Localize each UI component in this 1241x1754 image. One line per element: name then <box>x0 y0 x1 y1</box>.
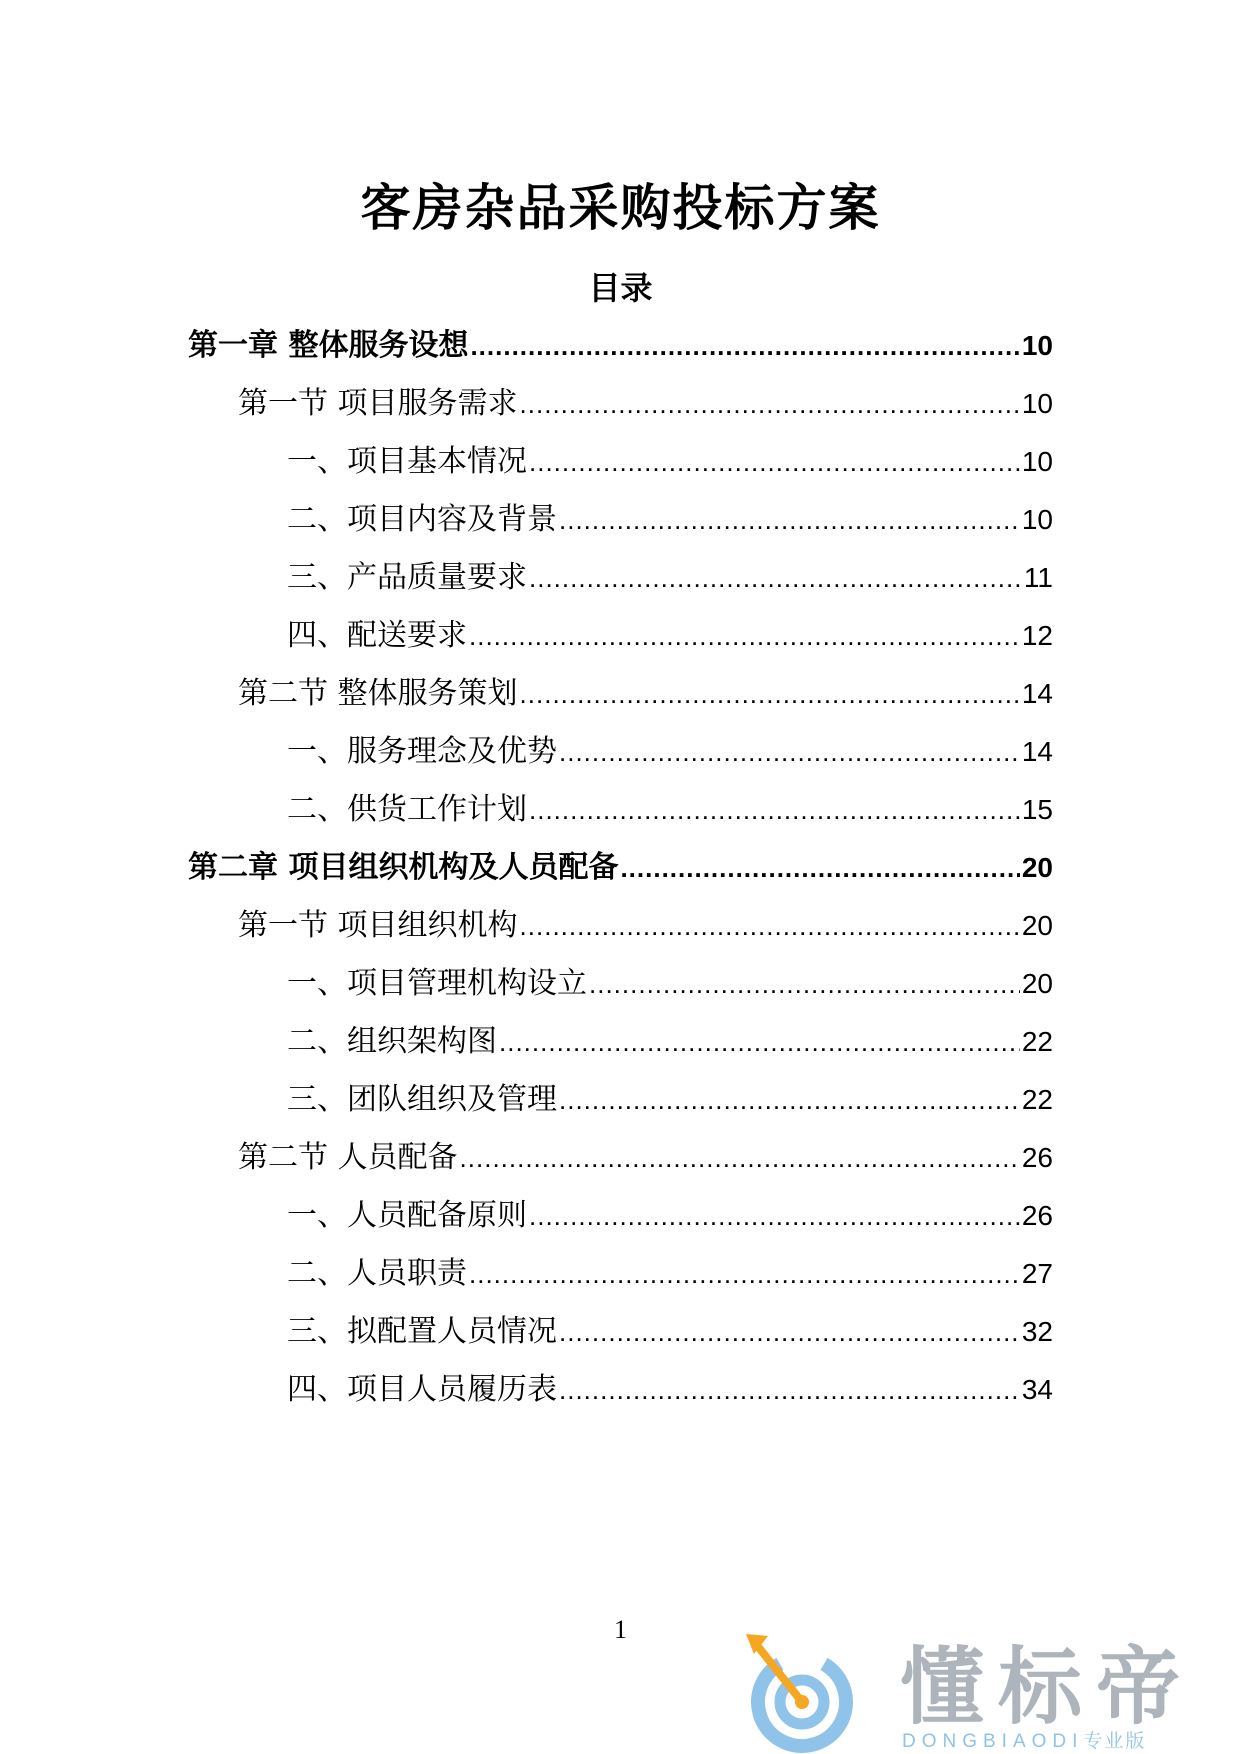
toc-entry-label: 一、项目管理机构设立 <box>287 966 587 1001</box>
toc-entry[interactable] <box>287 964 1053 1004</box>
toc-entry-label: 一、服务理念及优势 <box>287 734 557 769</box>
toc-leader-dots <box>520 384 1020 424</box>
toc-entry-page: 20 <box>1021 968 1053 999</box>
toc-leader-dots <box>559 1312 1020 1352</box>
toc-entry-label: 第一节 项目组织机构 <box>238 908 518 943</box>
watermark <box>740 1620 1240 1754</box>
toc-entry[interactable] <box>287 1312 1053 1352</box>
toc-entry-label: 第二章 项目组织机构及人员配备 <box>188 850 619 885</box>
toc-entry-label: 二、组织架构图 <box>287 1024 497 1059</box>
toc-entry[interactable] <box>287 1080 1053 1120</box>
toc-entry-page: 27 <box>1021 1258 1053 1289</box>
toc-entry-page: 10 <box>1021 504 1053 535</box>
toc-entry[interactable] <box>238 674 1053 714</box>
toc-entry-label: 三、团队组织及管理 <box>287 1082 557 1117</box>
target-dart-logo-icon <box>740 1620 890 1754</box>
toc-entry[interactable] <box>188 848 1053 888</box>
toc-entry-page: 22 <box>1021 1084 1053 1115</box>
toc-entry[interactable] <box>238 1138 1053 1178</box>
toc-leader-dots <box>559 1080 1020 1120</box>
toc-entry[interactable] <box>287 1254 1053 1294</box>
toc-entry-label: 二、人员职责 <box>287 1256 467 1291</box>
toc-entry-label: 第一章 整体服务设想 <box>188 328 469 363</box>
toc-entry-page: 14 <box>1021 736 1053 767</box>
toc-entry-label: 第二节 整体服务策划 <box>238 676 518 711</box>
toc-entry-page: 10 <box>1021 388 1053 419</box>
toc-entry-label: 第一节 项目服务需求 <box>238 386 518 421</box>
toc-entry-page: 10 <box>1021 330 1053 361</box>
toc-leader-dots <box>470 326 1019 366</box>
toc-entry-page: 12 <box>1021 620 1053 651</box>
toc-entry-page: 26 <box>1021 1142 1053 1173</box>
toc-entry-label: 一、人员配备原则 <box>287 1198 527 1233</box>
toc-entry[interactable] <box>287 790 1053 830</box>
toc-entry-page: 34 <box>1021 1374 1053 1405</box>
toc-leader-dots <box>460 1138 1020 1178</box>
toc-leader-dots <box>520 674 1020 714</box>
toc-leader-dots <box>529 1196 1020 1236</box>
watermark-sub-latin: DONGBIAODI <box>902 1731 1084 1752</box>
watermark-brand: 懂标帝 <box>900 1638 1195 1736</box>
toc-leader-dots <box>469 1254 1020 1294</box>
toc-leader-dots <box>499 1022 1020 1062</box>
toc-entry-label: 二、项目内容及背景 <box>287 502 557 537</box>
toc-leader-dots <box>520 906 1020 946</box>
document-title: 客房杂品采购投标方案 <box>360 179 881 237</box>
toc-entry-page: 11 <box>1023 562 1053 593</box>
toc-entry[interactable] <box>238 906 1053 946</box>
toc-entry-label: 三、拟配置人员情况 <box>287 1314 557 1349</box>
toc-entry-label: 三、产品质量要求 <box>287 560 527 595</box>
toc-leader-dots <box>529 558 1022 598</box>
toc-entry[interactable] <box>287 1196 1053 1236</box>
toc-entry[interactable] <box>188 326 1053 366</box>
toc-leader-dots <box>529 442 1020 482</box>
toc-entry[interactable] <box>287 1370 1053 1410</box>
toc-entry[interactable] <box>287 1022 1053 1062</box>
toc-leader-dots <box>559 500 1020 540</box>
toc-entry-label: 四、配送要求 <box>287 618 467 653</box>
toc-entry[interactable] <box>287 616 1053 656</box>
toc-entry[interactable] <box>287 442 1053 482</box>
toc-heading: 目录 <box>588 269 653 307</box>
toc-leader-dots <box>559 1370 1020 1410</box>
watermark-sub-edition: 专业版 <box>1083 1730 1147 1752</box>
toc-entry-page: 32 <box>1021 1316 1053 1347</box>
toc-entry-page: 20 <box>1021 910 1053 941</box>
toc-entry-page: 15 <box>1021 794 1053 825</box>
toc-entry-label: 一、项目基本情况 <box>287 444 527 479</box>
toc-leader-dots <box>529 790 1020 830</box>
toc-leader-dots <box>589 964 1020 1004</box>
toc-leader-dots <box>469 616 1020 656</box>
toc-leader-dots <box>559 732 1020 772</box>
toc-entry-page: 26 <box>1021 1200 1053 1231</box>
toc-entry[interactable] <box>287 500 1053 540</box>
watermark-subtitle <box>902 1730 1146 1753</box>
toc-entry-label: 四、项目人员履历表 <box>287 1372 557 1407</box>
toc-entry[interactable] <box>287 558 1053 598</box>
toc-entry-page: 20 <box>1021 852 1053 883</box>
toc-leader-dots <box>620 848 1019 888</box>
toc-entry[interactable] <box>238 384 1053 424</box>
toc-entry[interactable] <box>287 732 1053 772</box>
page-number: 1 <box>614 1615 627 1644</box>
toc-entry-page: 14 <box>1021 678 1053 709</box>
toc-entry-page: 22 <box>1021 1026 1053 1057</box>
toc-entry-page: 10 <box>1021 446 1053 477</box>
toc-entry-label: 二、供货工作计划 <box>287 792 527 827</box>
toc-entry-label: 第二节 人员配备 <box>238 1140 458 1175</box>
